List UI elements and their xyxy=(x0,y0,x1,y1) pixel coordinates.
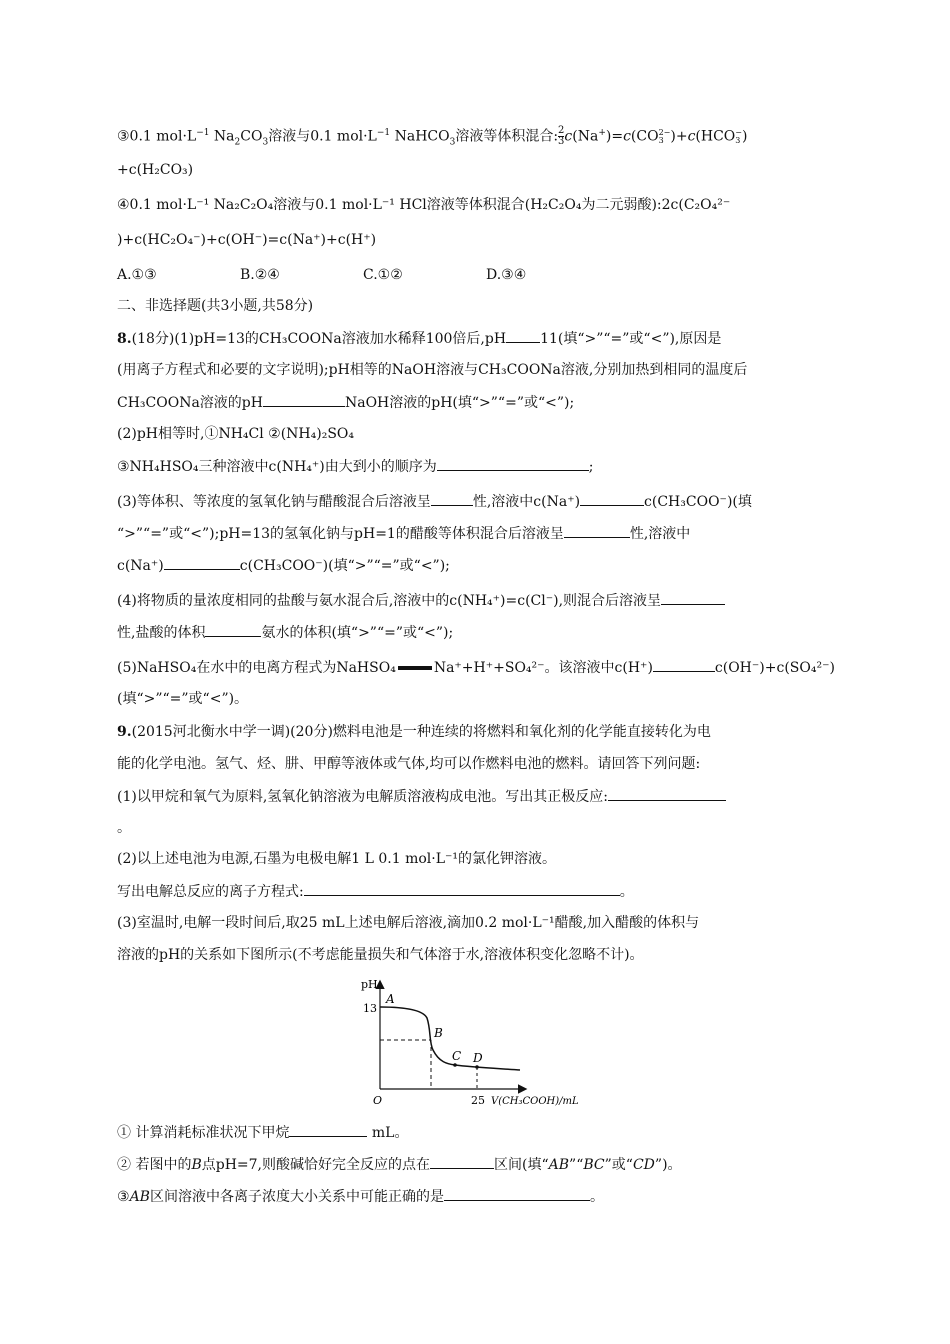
ph-curve xyxy=(380,1007,520,1070)
q9-sub-1: ① 计算消耗标准状况下甲烷 mL。 xyxy=(117,1122,408,1143)
q8-number: 8. xyxy=(117,331,132,347)
choice-b[interactable]: B.②④ xyxy=(240,267,280,283)
q9-line-3: (1)以甲烷和氧气为原料,氢氧化钠溶液为电解质溶液构成电池。写出其正极反应: xyxy=(117,786,726,807)
ph-titration-graph xyxy=(355,974,595,1114)
double-arrow-equals xyxy=(398,666,432,670)
label-d: D xyxy=(473,1051,483,1065)
q8-line-6: (3)等体积、等浓度的氢氧化钠与醋酸混合后溶液呈 性,溶液中c(Na⁺) c(CH₃COO⁻)(填 xyxy=(117,491,752,512)
y-axis-label: pH xyxy=(361,978,378,991)
q8-line-2: (用离子方程式和必要的文字说明);pH相等的NaOH溶液与CH₃COONa溶液,分别加热到相同的温度后 xyxy=(117,362,748,378)
tick-25: 25 xyxy=(471,1094,485,1107)
q7-option-4-continued: )+c(HC₂O₄⁻)+c(OH⁻)=c(Na⁺)+c(H⁺) xyxy=(117,232,377,248)
q9-sub-3: ③AB区间溶液中各离子浓度大小关系中可能正确的是 。 xyxy=(117,1186,604,1207)
q9-blank-3[interactable] xyxy=(289,1122,367,1137)
label-b: B xyxy=(434,1026,443,1040)
q7-option-3-continued: +c(H₂CO₃) xyxy=(117,162,194,178)
q8-blank-1[interactable] xyxy=(506,328,540,343)
q8-line-9: (4)将物质的量浓度相同的盐酸与氨水混合后,溶液中的c(NH₄⁺)=c(Cl⁻),则混合后溶液呈 xyxy=(117,590,725,611)
q8-blank-5[interactable] xyxy=(580,491,644,506)
section-heading: 二、非选择题(共3小题,共58分) xyxy=(117,298,314,314)
q8-line-7: “>”“=”或“<”);pH=13的氢氧化钠与pH=1的醋酸等体积混合后溶液呈 性,溶液中 xyxy=(117,523,690,544)
fraction-2-3: $\frac{2}{3}$ xyxy=(558,125,565,148)
q8-line-1: 8.(18分)(1)pH=13的CH₃COONa溶液加水稀释100倍后,pH 11(填“>”“=”或“<”),原因是 xyxy=(117,328,721,349)
x-axis-label: V(CH₃COOH)/mL xyxy=(491,1096,579,1107)
label-c: C xyxy=(452,1049,462,1063)
q8-line-3: CH₃COONa溶液的pH NaOH溶液的pH(填“>”“=”或“<”); xyxy=(117,392,574,413)
q8-blank-4[interactable] xyxy=(431,491,473,506)
q7-option-4: ④0.1 mol·L⁻¹ Na₂C₂O₄溶液与0.1 mol·L⁻¹ HCl溶液等体积混合(H₂C₂O₄为二元弱酸):2c(C₂O₄²⁻ xyxy=(117,197,731,213)
q9-blank-4[interactable] xyxy=(430,1154,494,1169)
choice-d[interactable]: D.③④ xyxy=(486,267,527,283)
point-c xyxy=(453,1063,457,1067)
q9-line-1: 9.(2015河北衡水中学一调)(20分)燃料电池是一种连续的将燃料和氧化剂的化学能直接转化为电 xyxy=(117,724,711,740)
q9-line-7: (3)室温时,电解一段时间后,取25 mL上述电解后溶液,滴加0.2 mol·L⁻¹醋酸,加入醋酸的体积与 xyxy=(117,915,700,931)
q9-sub-2: ② 若图中的B点pH=7,则酸碱恰好完全反应的点在 区间(填“AB”“BC”或“CD”)。 xyxy=(117,1154,682,1175)
q8-blank-6[interactable] xyxy=(564,523,630,538)
q8-blank-7[interactable] xyxy=(164,555,240,570)
q8-blank-3[interactable] xyxy=(437,456,589,471)
q8-blank-10[interactable] xyxy=(653,657,715,672)
q8-line-8: c(Na⁺) c(CH₃COO⁻)(填“>”“=”或“<”); xyxy=(117,555,450,576)
q8-blank-9[interactable] xyxy=(205,622,261,637)
origin-label: O xyxy=(373,1094,383,1107)
q8-line-12: (填“>”“=”或“<”)。 xyxy=(117,691,249,707)
q9-line-2: 能的化学电池。氢气、烃、肼、甲醇等液体或气体,均可以作燃料电池的燃料。请回答下列问题: xyxy=(117,756,701,772)
q9-blank-2[interactable] xyxy=(304,881,620,896)
q7-choices xyxy=(117,265,609,285)
q9-line-6: 写出电解总反应的离子方程式: 。 xyxy=(117,881,634,902)
tick-13: 13 xyxy=(363,1002,377,1015)
point-d xyxy=(475,1065,479,1069)
label-a: A xyxy=(386,992,395,1006)
q8-blank-8[interactable] xyxy=(661,590,725,605)
q9-line-5: (2)以上述电池为电源,石墨为电极电解1 L 0.1 mol·L⁻¹的氯化钾溶液。 xyxy=(117,851,557,867)
q9-line-8: 溶液的pH的关系如下图所示(不考虑能量损失和气体溶于水,溶液体积变化忽略不计)。 xyxy=(117,947,644,963)
q8-line-10: 性,盐酸的体积 氨水的体积(填“>”“=”或“<”); xyxy=(117,622,453,643)
q9-number: 9. xyxy=(117,724,132,740)
q9-blank-5[interactable] xyxy=(444,1186,590,1201)
q7-option-3: ③0.1 $mol\cdot L^{-1}$ $Na_2CO_3$溶液与0.1 $mol\cdot L^{-1}$ NaHCO$_3$溶液等体积混合: $\frac{2}{3}$ c(Na+)=c(CO 2− 3 )+c(HCO − 3 ) xyxy=(117,125,748,148)
q9-line-4: 。 xyxy=(117,820,131,836)
choice-a[interactable]: A.①③ xyxy=(117,267,157,283)
q8-line-5: ③NH₄HSO₄三种溶液中c(NH₄⁺)由大到小的顺序为 ; xyxy=(117,456,593,477)
q8-blank-2[interactable] xyxy=(263,392,345,407)
q8-line-11: (5)NaHSO₄在水中的电离方程式为NaHSO₄ Na⁺+H⁺+SO₄²⁻。该溶液中c(H⁺) c(OH⁻)+c(SO₄²⁻) xyxy=(117,657,835,678)
q8-line-4: (2)pH相等时,①NH₄Cl ②(NH₄)₂SO₄ xyxy=(117,426,355,442)
choice-c[interactable]: C.①② xyxy=(363,267,403,283)
q9-blank-1[interactable] xyxy=(608,786,726,801)
